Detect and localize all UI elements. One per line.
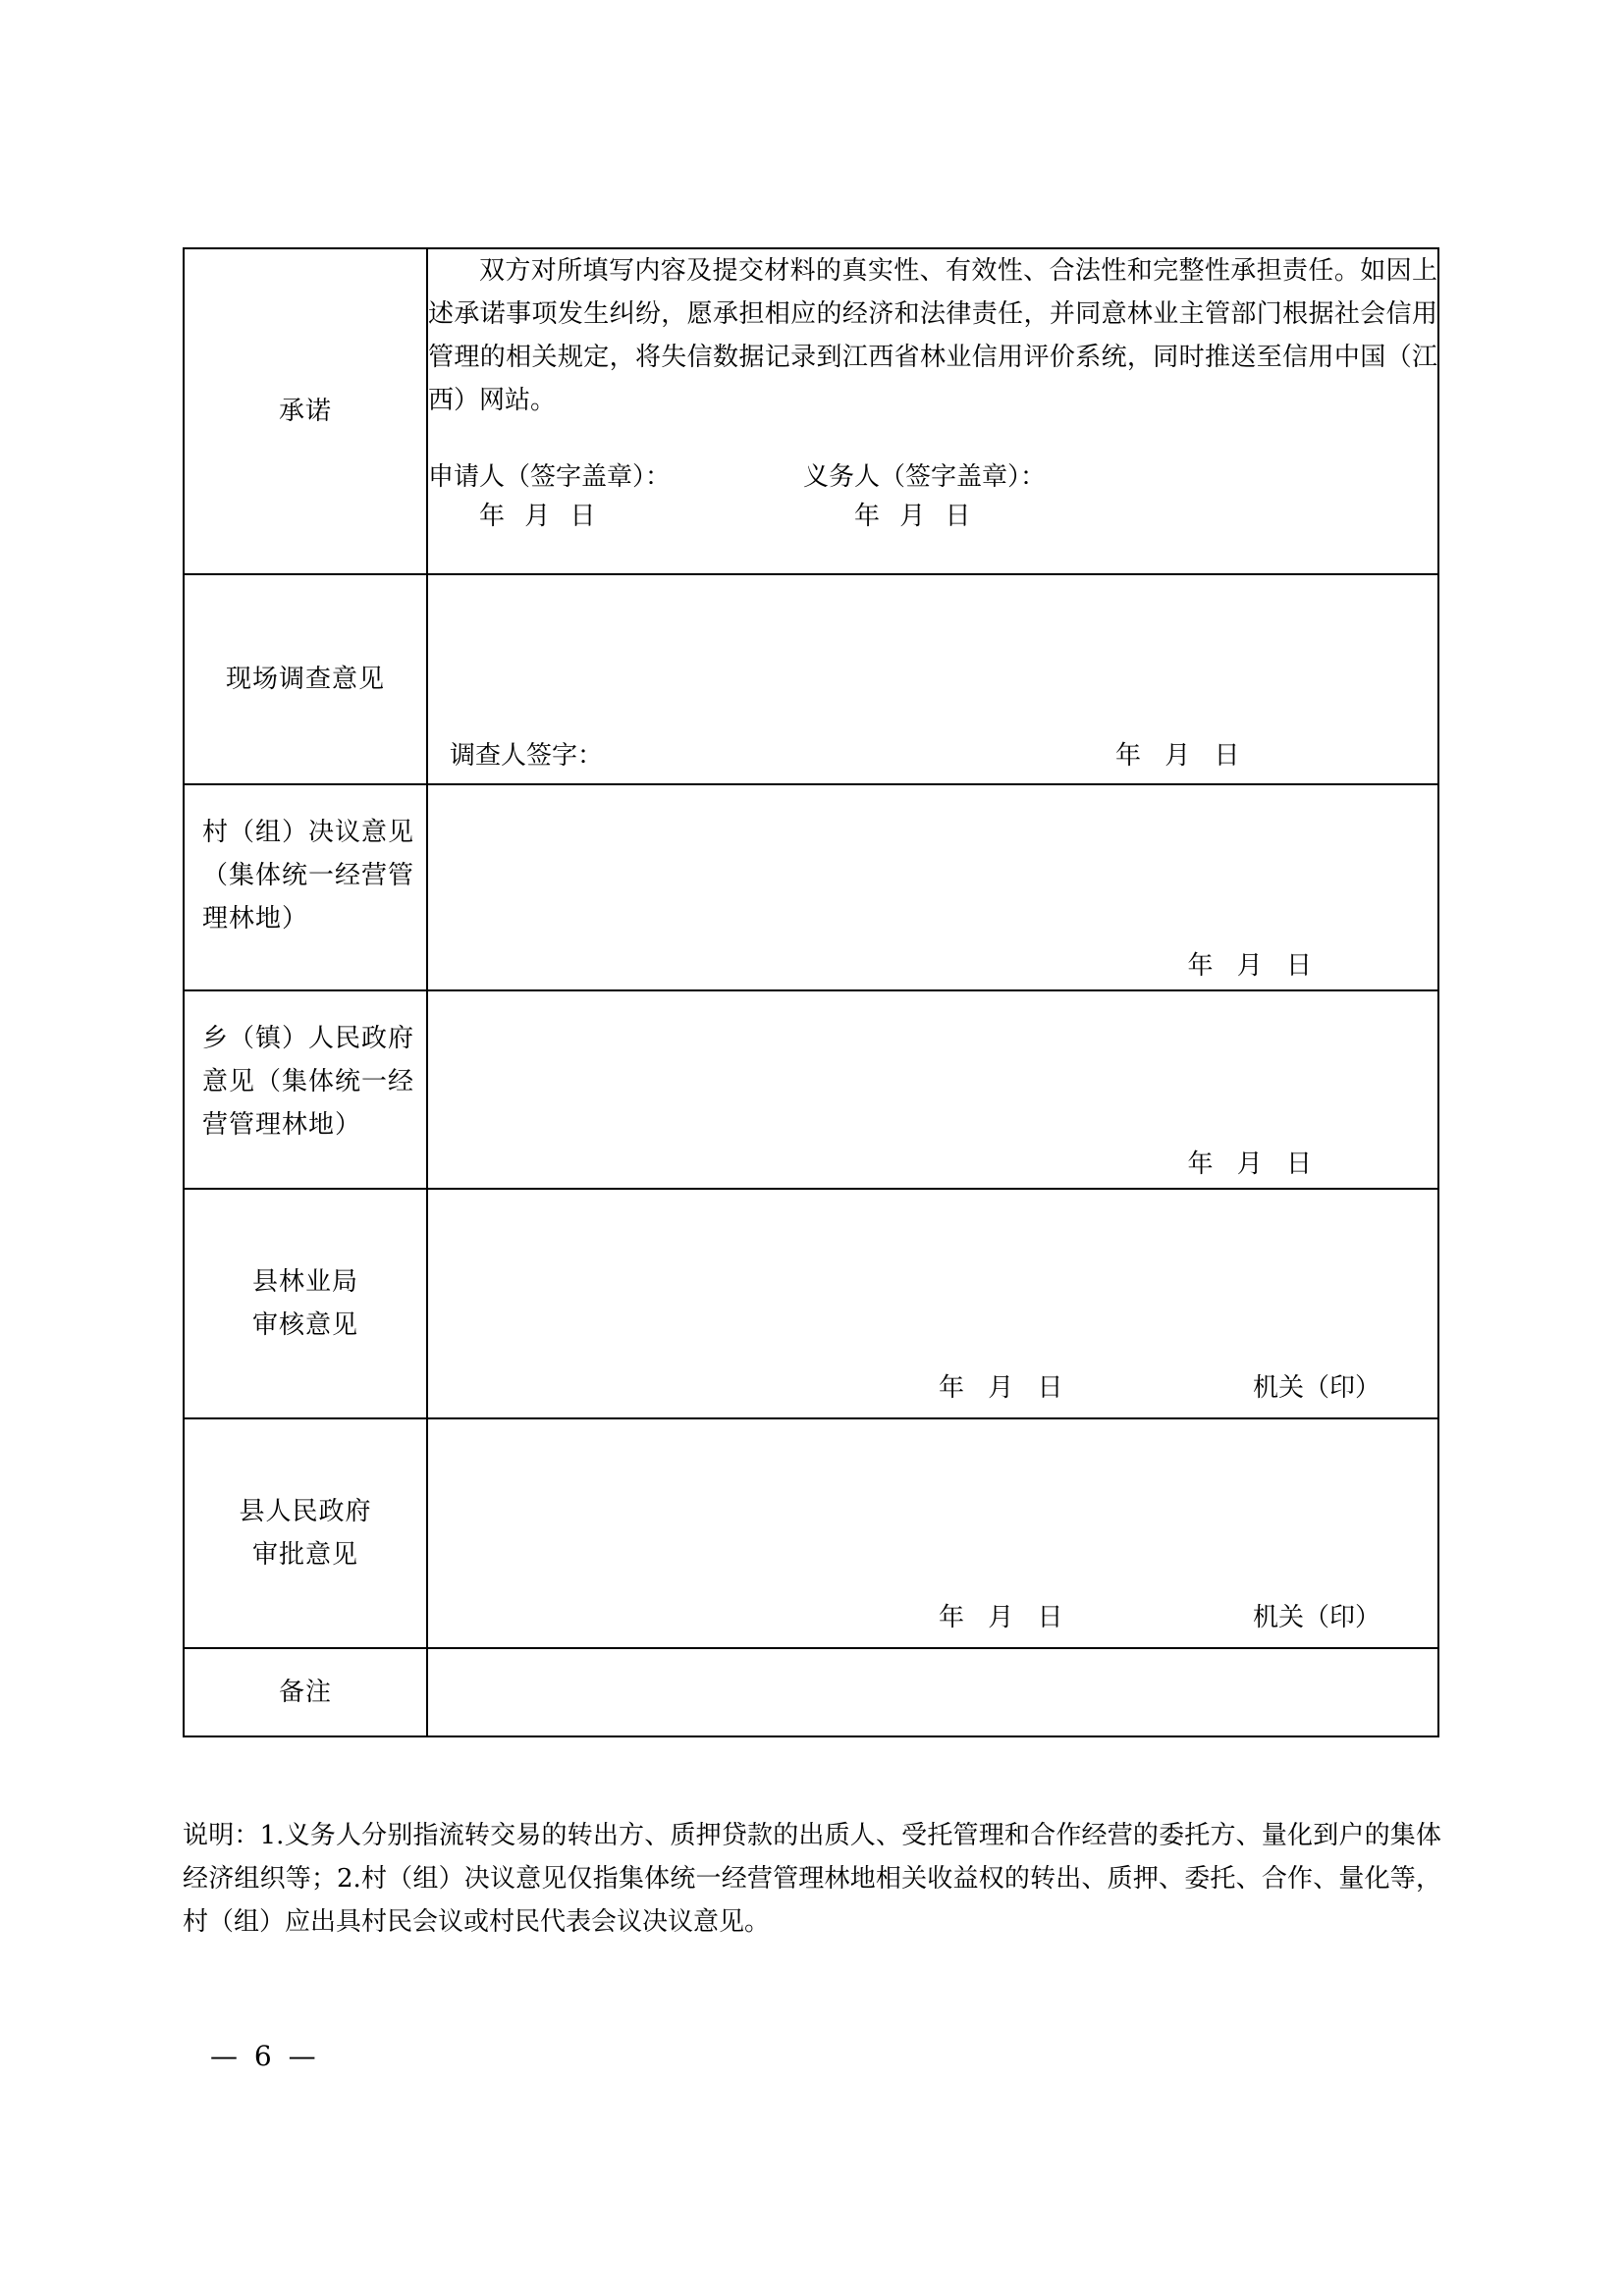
row-content-township-opinion: [427, 990, 1438, 1189]
table-row-commitment: [184, 248, 1438, 574]
county-government-date: 年 月 日: [939, 1603, 1071, 1632]
label-text-line2: 审批意见: [251, 1540, 358, 1570]
row-label-site-investigation: [184, 574, 427, 784]
label-text: 承诺: [278, 397, 332, 426]
county-government-seal: 机关（印）: [1253, 1603, 1381, 1632]
row-content-county-government-approval: [427, 1418, 1438, 1648]
investigator-signature-label: 调查人签字：: [450, 741, 604, 771]
label-text: 备注: [278, 1678, 332, 1707]
row-content-site-investigation: [427, 574, 1438, 784]
investigator-date: 年 月 日: [1115, 741, 1248, 771]
village-resolution-date: 年 月 日: [1187, 951, 1320, 981]
applicant-date: 年 月 日: [479, 502, 602, 531]
commitment-paragraph: 双方对所填写内容及提交材料的真实性、有效性、合法性和完整性承担责任。如因上述承诺事项发生纠纷，愿承担相应的经济和法律责任，并同意林业主管部门根据社会信用管理的相关规定，将失信数据记录到江西省林业信用评价系统，同时推送至信用中国（江西）网站。: [428, 256, 1437, 415]
table-row-site-investigation: [184, 574, 1438, 784]
row-label-county-government-approval: [184, 1418, 427, 1648]
signature-row: [428, 457, 1437, 497]
row-label-commitment: [184, 248, 427, 574]
table-row-township-opinion: [184, 990, 1438, 1189]
row-label-remarks: [184, 1648, 427, 1736]
table-row-remarks: [184, 1648, 1438, 1736]
township-opinion-date: 年 月 日: [1187, 1149, 1320, 1179]
form-note: 说明：1.义务人分别指流转交易的转出方、质押贷款的出质人、受托管理和合作经营的委托方、量化到户的集体经济组织等；2.村（组）决议意见仅指集体统一经营管理林地相关收益权的转出、质押、委托、合作、量化等，村（组）应出具村民会议或村民代表会议决议意见。: [183, 1821, 1441, 1937]
row-label-forestry-bureau-review: [184, 1189, 427, 1418]
obligor-date: 年 月 日: [854, 502, 977, 531]
row-content-forestry-bureau-review: [427, 1189, 1438, 1418]
row-label-village-resolution: [184, 784, 427, 990]
form-table: [183, 247, 1439, 1737]
row-content-commitment: [427, 248, 1438, 574]
obligor-signature-label: 义务人（签字盖章）：: [803, 462, 1047, 492]
signature-date-row: [428, 497, 1437, 540]
row-label-township-opinion: [184, 990, 427, 1189]
label-text: 现场调查意见: [225, 665, 385, 694]
table-row-county-government-approval: [184, 1418, 1438, 1648]
label-text: 村（组）决议意见（集体统一经营管理林地）: [202, 818, 415, 934]
table-row-forestry-bureau-review: [184, 1189, 1438, 1418]
forestry-bureau-date: 年 月 日: [939, 1373, 1071, 1403]
label-text: 乡（镇）人民政府意见（集体统一经营管理林地）: [202, 1024, 415, 1140]
page-number: — 6 —: [210, 2040, 320, 2072]
label-text-line1: 县人民政府: [239, 1497, 372, 1526]
application-form-table: [183, 247, 1437, 1737]
label-text-line2: 审核意见: [251, 1310, 358, 1340]
table-row-village-resolution: [184, 784, 1438, 990]
row-content-village-resolution: [427, 784, 1438, 990]
applicant-signature-label: 申请人（签字盖章）：: [428, 462, 672, 492]
row-content-remarks: [427, 1648, 1438, 1736]
forestry-bureau-seal: 机关（印）: [1253, 1373, 1381, 1403]
label-text-line1: 县林业局: [251, 1267, 358, 1297]
